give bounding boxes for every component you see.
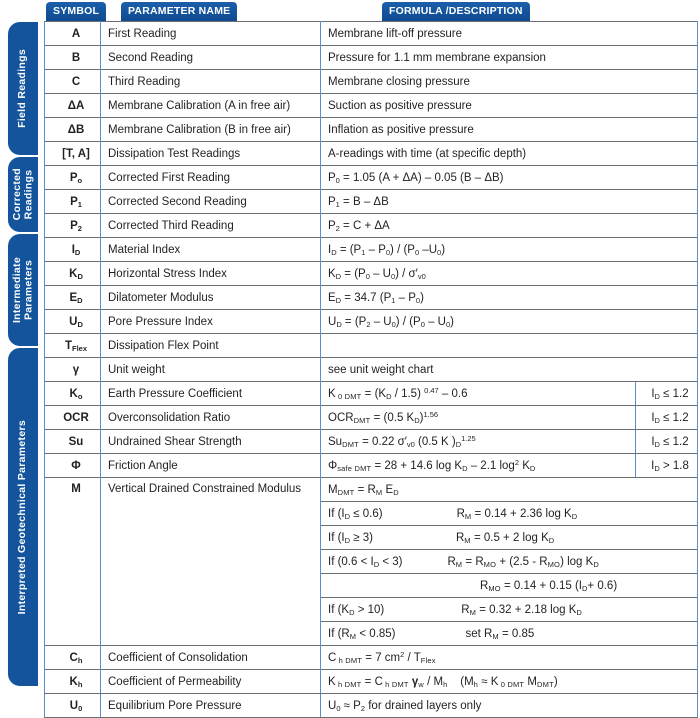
column-header-symbol: SYMBOL [46, 2, 106, 21]
row-formula: $R_{MO} = 0.14 + 0.15$ $(I_D+ 0.6)$ [321, 574, 698, 598]
table-row [45, 334, 698, 358]
row-symbol: $K_o$ [45, 382, 101, 406]
row-condition: $I_D \le 1.2$ [635, 430, 697, 454]
row-name: Third Reading [101, 70, 321, 94]
table-left-rule [44, 21, 45, 686]
row-symbol: C [45, 70, 101, 94]
row-name: Second Reading [101, 46, 321, 70]
row-formula: K $_{0 DMT} = (K_D / 1.5)$ $^{0.47}$ – 0.6 [321, 382, 636, 406]
row-formula: A-readings with time (at specific depth) [321, 142, 698, 166]
row-name: Vertical Drained Constrained Modulus [101, 478, 321, 646]
row-symbol: [T, A] [45, 142, 101, 166]
category-label-corrected-readings: Corrected Readings [10, 168, 34, 221]
category-tab-intermediate-parameters [8, 234, 38, 346]
row-formula: see unit weight chart [321, 358, 698, 382]
table-row [45, 310, 698, 334]
row-name: Pore Pressure Index [101, 310, 321, 334]
category-label-interpreted-geotechnical-parameters: Interpreted Geotechnical Parameters [16, 419, 29, 615]
row-symbol: M [45, 478, 101, 646]
row-name: Membrane Calibration (A in free air) [101, 94, 321, 118]
row-formula: Pressure for 1.1 mm membrane expansion [321, 46, 698, 70]
table-row [45, 238, 698, 262]
table-row [45, 358, 698, 382]
table-row [45, 646, 698, 670]
column-divider-symbol-parameter [100, 21, 101, 686]
column-header-formula: FORMULA /DESCRIPTION [382, 2, 530, 21]
row-name: Overconsolidation Ratio [101, 406, 321, 430]
row-formula: If $(I_D \ge 3) R_M = 0.5 + 2$ $\log K_D$ [321, 526, 698, 550]
row-formula: $K_D = (P_0 - U_0) / \sigma'_{v0}$ [321, 262, 698, 286]
category-label-intermediate-parameters: Intermediate Parameters [10, 256, 34, 324]
row-formula [321, 334, 698, 358]
row-name: Material Index [101, 238, 321, 262]
row-formula: Membrane closing pressure [321, 70, 698, 94]
row-name: Equilibrium Pore Pressure [101, 694, 321, 718]
table-row [45, 190, 698, 214]
row-symbol: Φ [45, 454, 101, 478]
table-row [45, 22, 698, 46]
row-symbol: B [45, 46, 101, 70]
row-name: Friction Angle [101, 454, 321, 478]
row-formula: $U_D = (P_2 - U_0) / (P_0 - U_0)$ [321, 310, 698, 334]
table-row [45, 430, 698, 454]
row-formula: $P_1 = B - \Delta B$ [321, 190, 698, 214]
category-tab-field-readings [8, 22, 38, 155]
row-symbol: $P_1$ [45, 190, 101, 214]
table-row [45, 406, 698, 430]
row-symbol: $P_2$ [45, 214, 101, 238]
row-condition: $I_D \le 1.2$ [635, 382, 697, 406]
table-row [45, 46, 698, 70]
row-formula: $I_D = (P_1 - P_0) / (P_0$ $-U_0$) [321, 238, 698, 262]
row-symbol: A [45, 22, 101, 46]
row-name: Membrane Calibration (B in free air) [101, 118, 321, 142]
row-symbol: $T_{Flex}$ [45, 334, 101, 358]
row-symbol: $E_D$ [45, 286, 101, 310]
row-name: Dissipation Test Readings [101, 142, 321, 166]
row-symbol: $C_h$ [45, 646, 101, 670]
row-formula: $E_D = 34.7$ $(P_1 - P_0)$ [321, 286, 698, 310]
row-name: Coefficient of Permeability [101, 670, 321, 694]
row-name: Corrected Second Reading [101, 190, 321, 214]
row-name: Dissipation Flex Point [101, 334, 321, 358]
table-row [45, 694, 698, 718]
row-condition: $I_D > 1.8$ [635, 454, 697, 478]
row-name: Earth Pressure Coefficient [101, 382, 321, 406]
row-name: First Reading [101, 22, 321, 46]
row-formula: $M_{DMT} = R_M$ $E_D$ [321, 478, 698, 502]
table-row [45, 142, 698, 166]
table-row [45, 454, 698, 478]
row-formula: C $_{h DMT}$ = 7 $cm^2 / T_{Flex}$ [321, 646, 698, 670]
row-formula: Membrane lift-off pressure [321, 22, 698, 46]
row-formula: Inflation as positive pressure [321, 118, 698, 142]
table-row [45, 166, 698, 190]
row-name: Corrected First Reading [101, 166, 321, 190]
row-name: Unit weight [101, 358, 321, 382]
row-formula: $U_0 \approx P_2$ for drained layers only [321, 694, 698, 718]
row-formula: Suction as positive pressure [321, 94, 698, 118]
row-condition: $I_D \le 1.2$ [635, 406, 697, 430]
row-symbol: ΔA [45, 94, 101, 118]
table-row [45, 262, 698, 286]
row-symbol: $U_D$ [45, 310, 101, 334]
column-header-parameter: PARAMETER NAME [121, 2, 237, 21]
row-symbol: $P_o$ [45, 166, 101, 190]
row-formula: $OCR_{DMT} = (0.5$ $K_D)^{1.56}$ [321, 406, 636, 430]
row-formula: If $(I_D \le 0.6) R_M = 0.14 + 2.36$ $\log K_D$ [321, 502, 698, 526]
table-row [45, 478, 698, 502]
category-label-field-readings: Field Readings [16, 49, 29, 128]
table-row [45, 214, 698, 238]
row-name: Horizontal Stress Index [101, 262, 321, 286]
category-tab-corrected-readings [8, 157, 38, 232]
row-formula: If $(K_D > 10) R_M = 0.32 + 2.18$ $\log K_D$ [321, 598, 698, 622]
row-symbol: OCR [45, 406, 101, 430]
row-name: Coefficient of Consolidation [101, 646, 321, 670]
row-formula: If $(0.6 < I_D < 3)$ $R_M = R_{MO} + (2.5 - R_{MO})$ $\log K_D$ [321, 550, 698, 574]
table-row [45, 94, 698, 118]
column-divider-parameter-formula [320, 21, 321, 686]
row-formula: $Su_{DMT} = 0.22$ $\sigma'_{v0}$ (0.5 K )$_D^{1.25}$ [321, 430, 636, 454]
row-symbol: $K_h$ [45, 670, 101, 694]
parameter-table [44, 21, 698, 718]
row-symbol: $U_0$ [45, 694, 101, 718]
table-row [45, 118, 698, 142]
table-row [45, 382, 698, 406]
row-name: Corrected Third Reading [101, 214, 321, 238]
table-right-rule [697, 21, 698, 686]
table-row [45, 286, 698, 310]
row-symbol: Su [45, 430, 101, 454]
row-formula: K $_{h DMT}$ = C $_{h DMT}$ $\gamma_w / M_h$ ($M_h \approx K$ $_{0 DMT}$ $M_{DMT}$) [321, 670, 698, 694]
row-symbol: $K_D$ [45, 262, 101, 286]
row-name: Dilatometer Modulus [101, 286, 321, 310]
row-formula: If $(R_M < 0.85)$ set $R_M = 0.85$ [321, 622, 698, 646]
category-tab-interpreted-geotechnical-parameters [8, 348, 38, 686]
row-symbol: $I_D$ [45, 238, 101, 262]
row-formula: $P_2 = C + \Delta A$ [321, 214, 698, 238]
row-formula: $P_0 = 1.05$ (A + ΔA) – 0.05 (B – ΔB) [321, 166, 698, 190]
row-name: Undrained Shear Strength [101, 430, 321, 454]
row-symbol: γ [45, 358, 101, 382]
table-row [45, 70, 698, 94]
row-symbol: ΔB [45, 118, 101, 142]
row-formula: $\Phi_{safe DMT} = 28 + 14.6$ $\log K_D - 2.1$ $\log^2 K_D$ [321, 454, 636, 478]
